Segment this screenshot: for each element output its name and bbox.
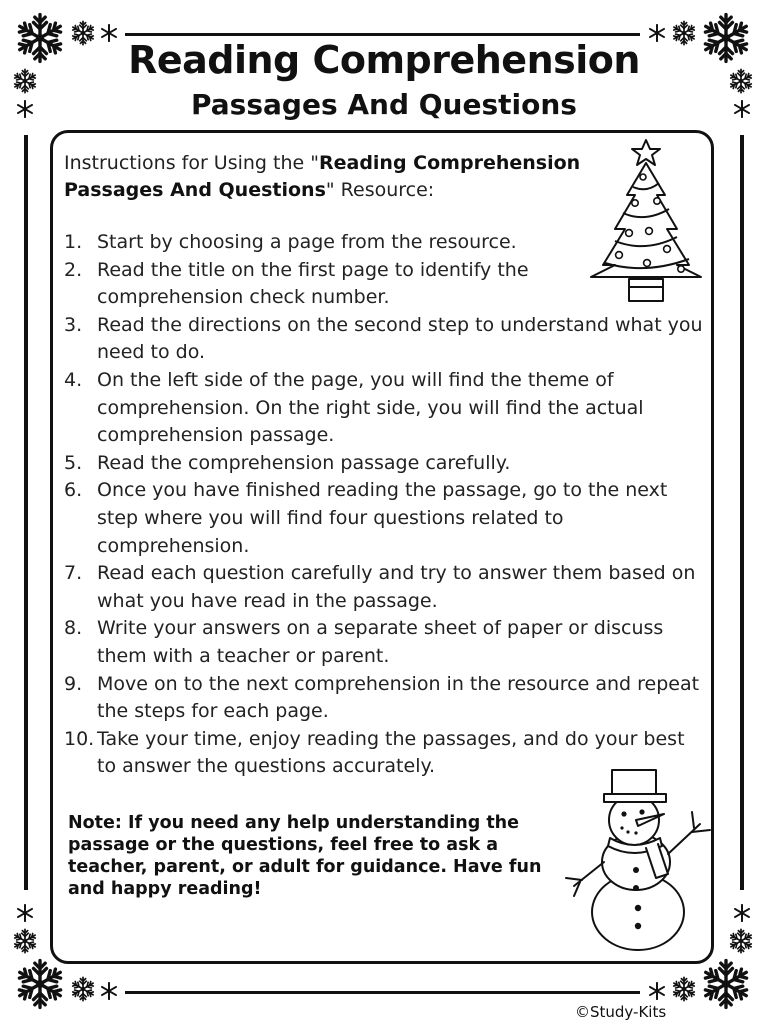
steps-list bbox=[64, 229, 704, 781]
step-text: Start by choosing a page from the resource. bbox=[97, 231, 517, 253]
page-title: Reading Comprehension bbox=[128, 38, 640, 82]
top-border-line bbox=[125, 33, 640, 36]
snowflake-icon bbox=[16, 904, 34, 922]
instructions-intro bbox=[64, 150, 604, 204]
list-item bbox=[64, 229, 704, 257]
list-item bbox=[64, 257, 704, 312]
step-text: Read the comprehension passage carefully. bbox=[97, 451, 511, 474]
page-subtitle: Passages And Questions bbox=[191, 88, 577, 121]
step-number: 5. bbox=[64, 451, 83, 474]
step-number: 1. bbox=[64, 231, 83, 253]
step-text: Read the title on the first page to identify the comprehension check number. bbox=[97, 258, 529, 309]
snowflake-icon bbox=[733, 904, 751, 922]
snowflake-icon bbox=[700, 958, 752, 1010]
list-item bbox=[64, 671, 704, 726]
snowflake-icon bbox=[70, 976, 96, 1002]
right-border-line bbox=[740, 135, 744, 890]
step-number: 9. bbox=[64, 672, 83, 695]
list-item bbox=[64, 560, 704, 615]
snowflake-icon bbox=[14, 958, 66, 1010]
step-text: Once you have finished reading the passage, go to the next step where you will find four questions related to comprehension. bbox=[97, 479, 668, 557]
step-text: Read each question carefully and try to answer them based on what you have read in the passage. bbox=[97, 562, 696, 612]
bottom-border-line bbox=[125, 991, 640, 994]
step-number: 10. bbox=[64, 727, 95, 750]
intro-prefix: Instructions for Using the " bbox=[64, 152, 319, 174]
list-item bbox=[64, 312, 704, 367]
step-text: On the left side of the page, you will find the theme of comprehension. On the right side, you will find the actual comprehension passage. bbox=[97, 368, 644, 447]
step-text: Write your answers on a separate sheet of paper or discuss them with a teacher or parent. bbox=[97, 617, 664, 667]
step-number: 2. bbox=[64, 258, 83, 281]
snowflake-icon bbox=[648, 982, 666, 1000]
snowflake-icon bbox=[728, 928, 754, 954]
snowflake-icon bbox=[12, 928, 38, 954]
step-number: 8. bbox=[64, 617, 83, 640]
snowflake-icon bbox=[671, 976, 697, 1002]
help-note: Note: If you need any help understanding the passage or the questions, feel free to ask a teacher, parent, or adult for guidance. Have fun and happy reading! bbox=[68, 813, 542, 899]
step-text: Move on to the next comprehension in the resource and repeat the steps for each page. bbox=[97, 672, 700, 723]
copyright-label: ©Study-Kits bbox=[575, 1003, 667, 1021]
list-item bbox=[64, 367, 704, 450]
list-item bbox=[64, 450, 704, 478]
snowflake-icon bbox=[100, 982, 118, 1000]
step-number: 6. bbox=[64, 479, 83, 502]
step-number: 3. bbox=[64, 313, 83, 336]
intro-suffix: " Resource: bbox=[325, 179, 435, 201]
resource-name: Reading Comprehension Passages And Questions bbox=[64, 152, 581, 201]
step-text: Read the directions on the second step to understand what you need to do. bbox=[97, 313, 703, 364]
step-number: 4. bbox=[64, 368, 83, 391]
step-number: 7. bbox=[64, 562, 83, 585]
snowman-icon bbox=[560, 762, 720, 954]
list-item bbox=[64, 615, 704, 670]
step-text: Take your time, enjoy reading the passages, and do your best to answer the questions accurately. bbox=[97, 727, 685, 778]
list-item bbox=[64, 477, 704, 560]
left-border-line bbox=[24, 135, 28, 890]
